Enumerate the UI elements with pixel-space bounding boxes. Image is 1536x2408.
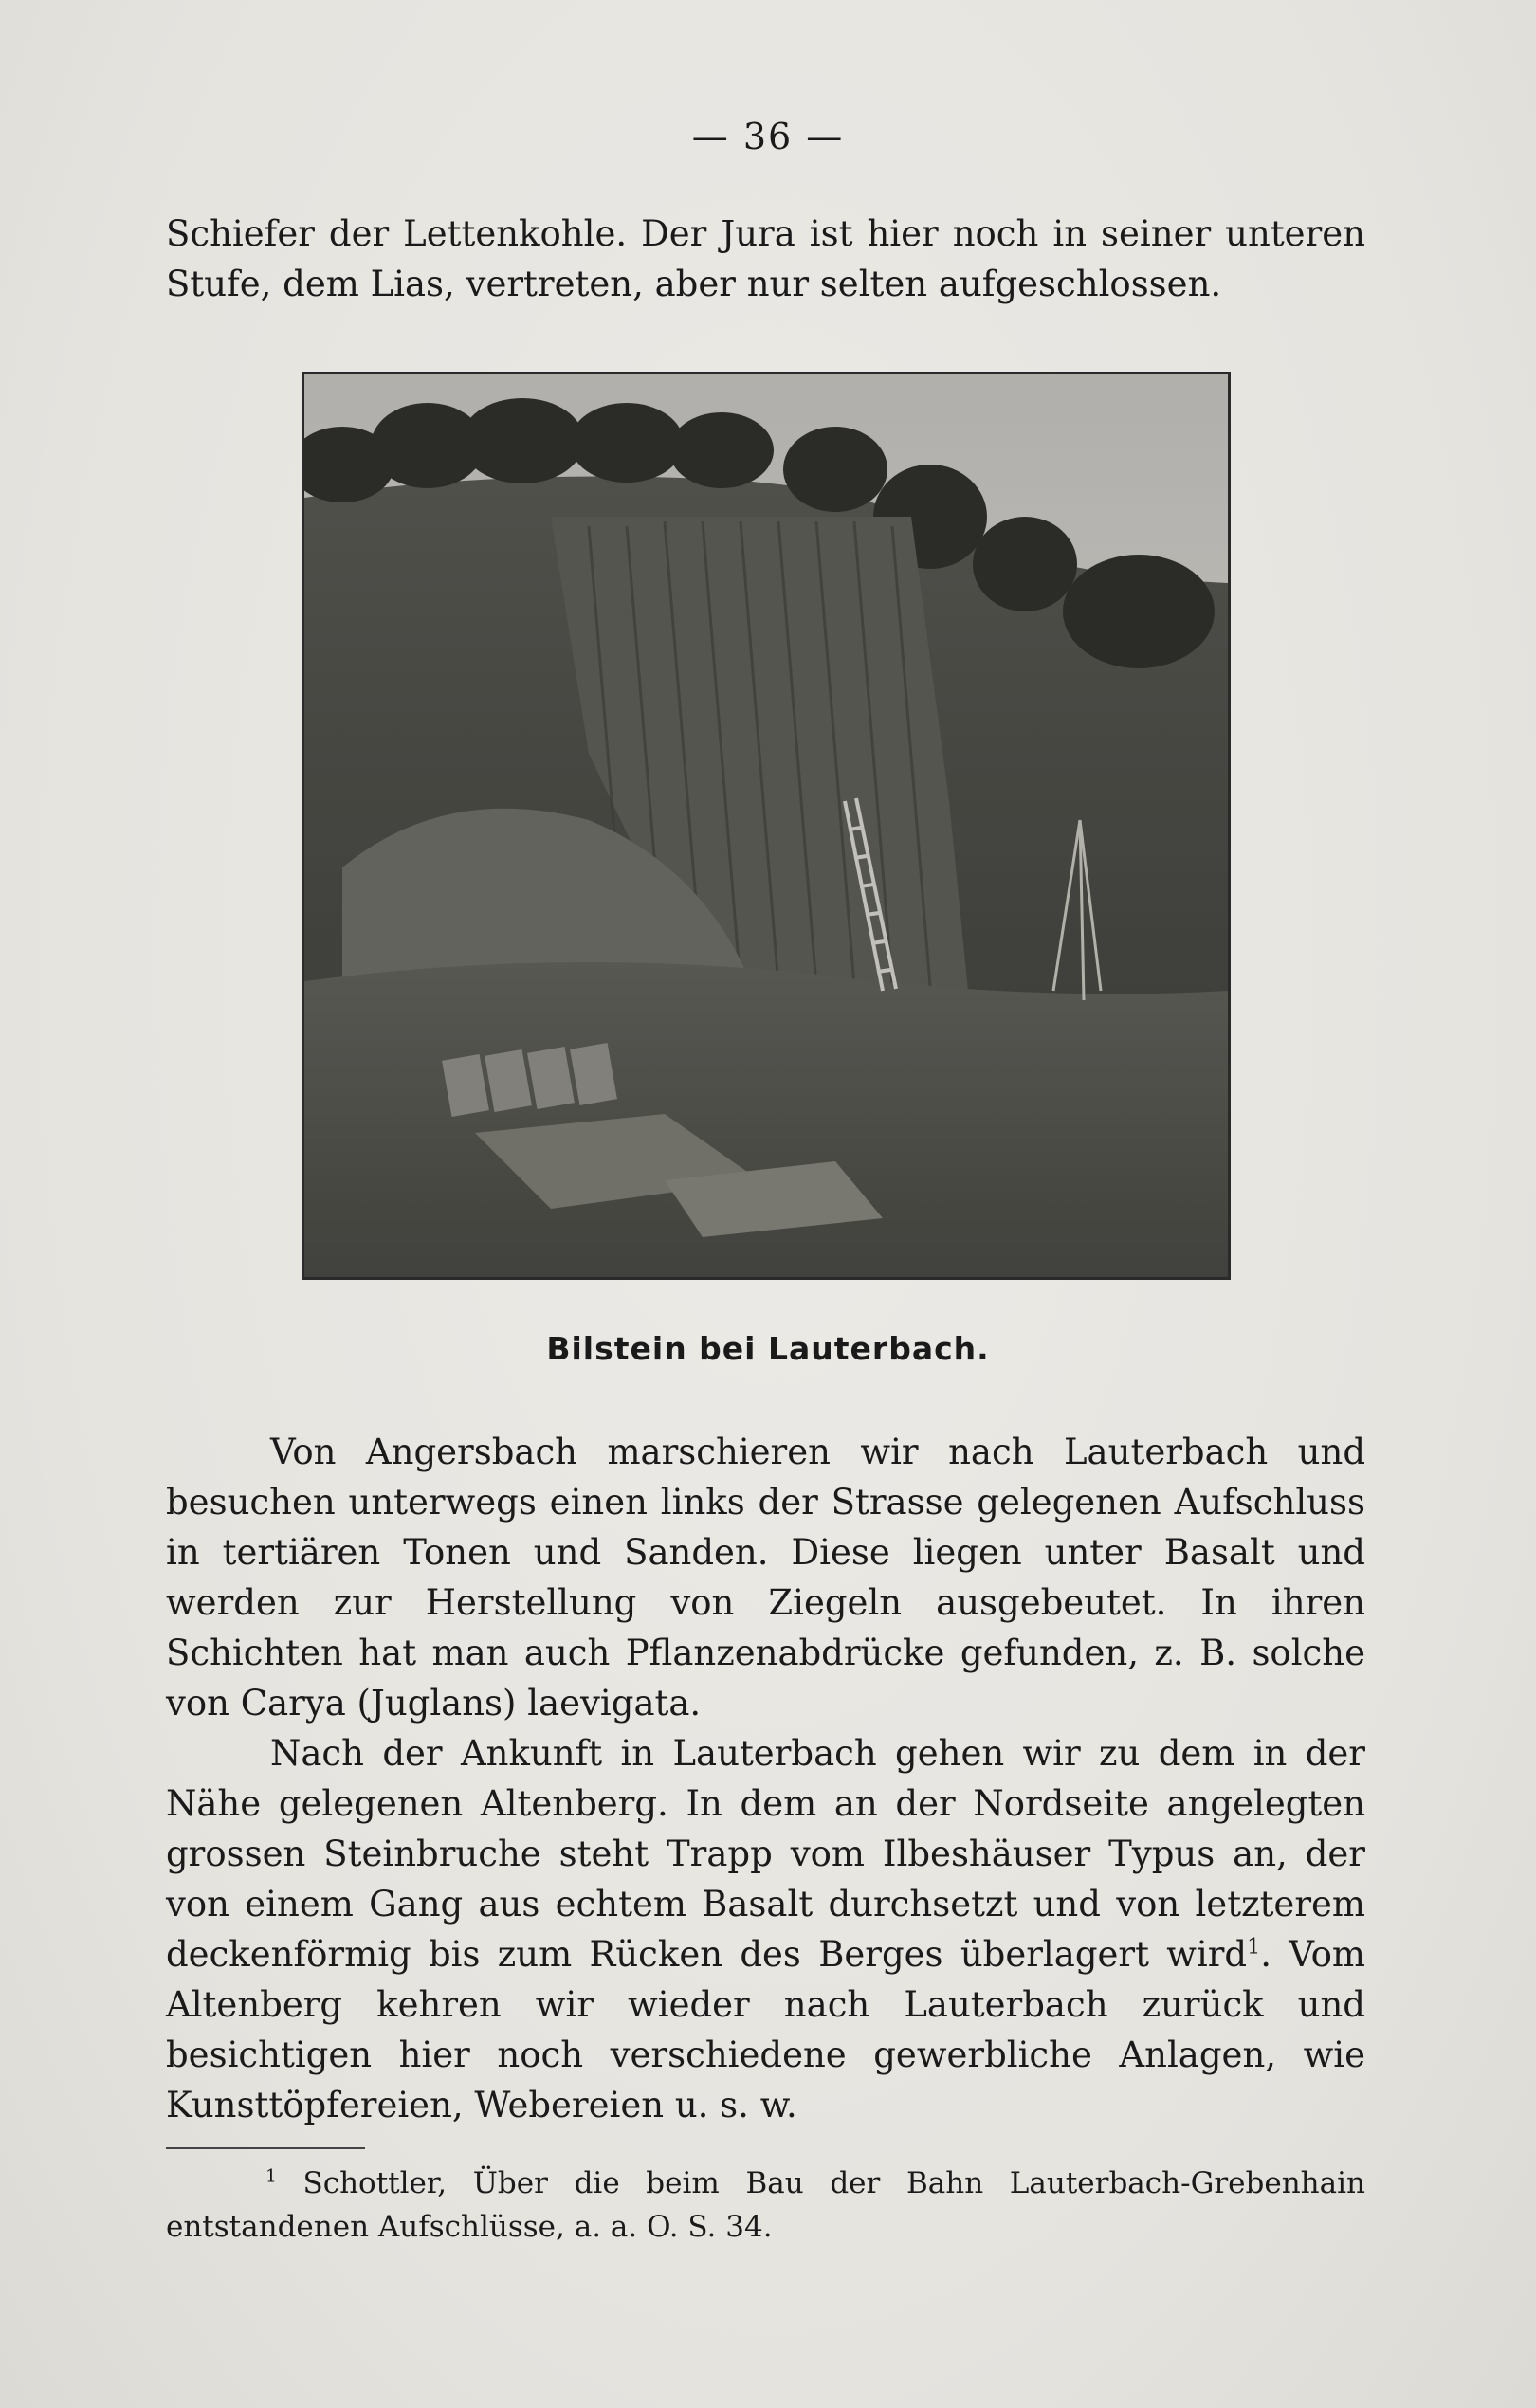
- footnote-text: Schottler, Über die beim Bau der Bahn Lauterbach-Grebenhain entstandenen Aufschlüsse, a. a. O. S. 34.: [166, 2166, 1365, 2244]
- footnote-reference: 1: [1247, 1934, 1261, 1960]
- page-number: — 36 —: [691, 116, 845, 157]
- footnote-marker: 1: [265, 2166, 277, 2187]
- figure-caption: Bilstein bei Lauterbach.: [546, 1330, 990, 1367]
- footnote: [166, 2162, 1365, 2249]
- intro-paragraph: Schiefer der Lettenkohle. Der Jura ist hier noch in seiner unteren Stufe, dem Lias, vertreten, aber nur selten aufgeschlossen.: [166, 213, 1365, 304]
- quarry-photograph: [302, 372, 1231, 1280]
- body-paragraph-2: [166, 1728, 1365, 2130]
- body-paragraph-1: Von Angersbach marschieren wir nach Lauterbach und besuchen unterwegs einen links der Strasse gelegenen Aufschluss in tertiären Tonen und Sanden. Diese liegen unter Basalt und werden zur Herstellung von Ziegeln ausgebeutet. In ihren Schichten hat man auch Pflanzenabdrücke gefunden, z. B. solche von Carya (Juglans) laevigata.: [166, 1432, 1365, 1724]
- paragraph-2-text-b: . Vom Altenberg kehren wir wieder nach Lauterbach zurück und besichtigen hier noch verschiedene gewerbliche Anlagen, wie Kunsttöpfereien, Webereien u. s. w.: [166, 1934, 1365, 2125]
- paragraph-2-text-a: Nach der Ankunft in Lauterbach gehen wir zu dem in der Nähe gelegenen Altenberg. In dem an der Nordseite angelegten grossen Steinbruche steht Trapp vom Ilbeshäuser Typus an, der von einem Gang aus echtem Basalt durchsetzt und von letzterem deckenförmig bis zum Rücken des Berges überlagert wird: [166, 1733, 1365, 1975]
- footnote-divider: [166, 2147, 365, 2149]
